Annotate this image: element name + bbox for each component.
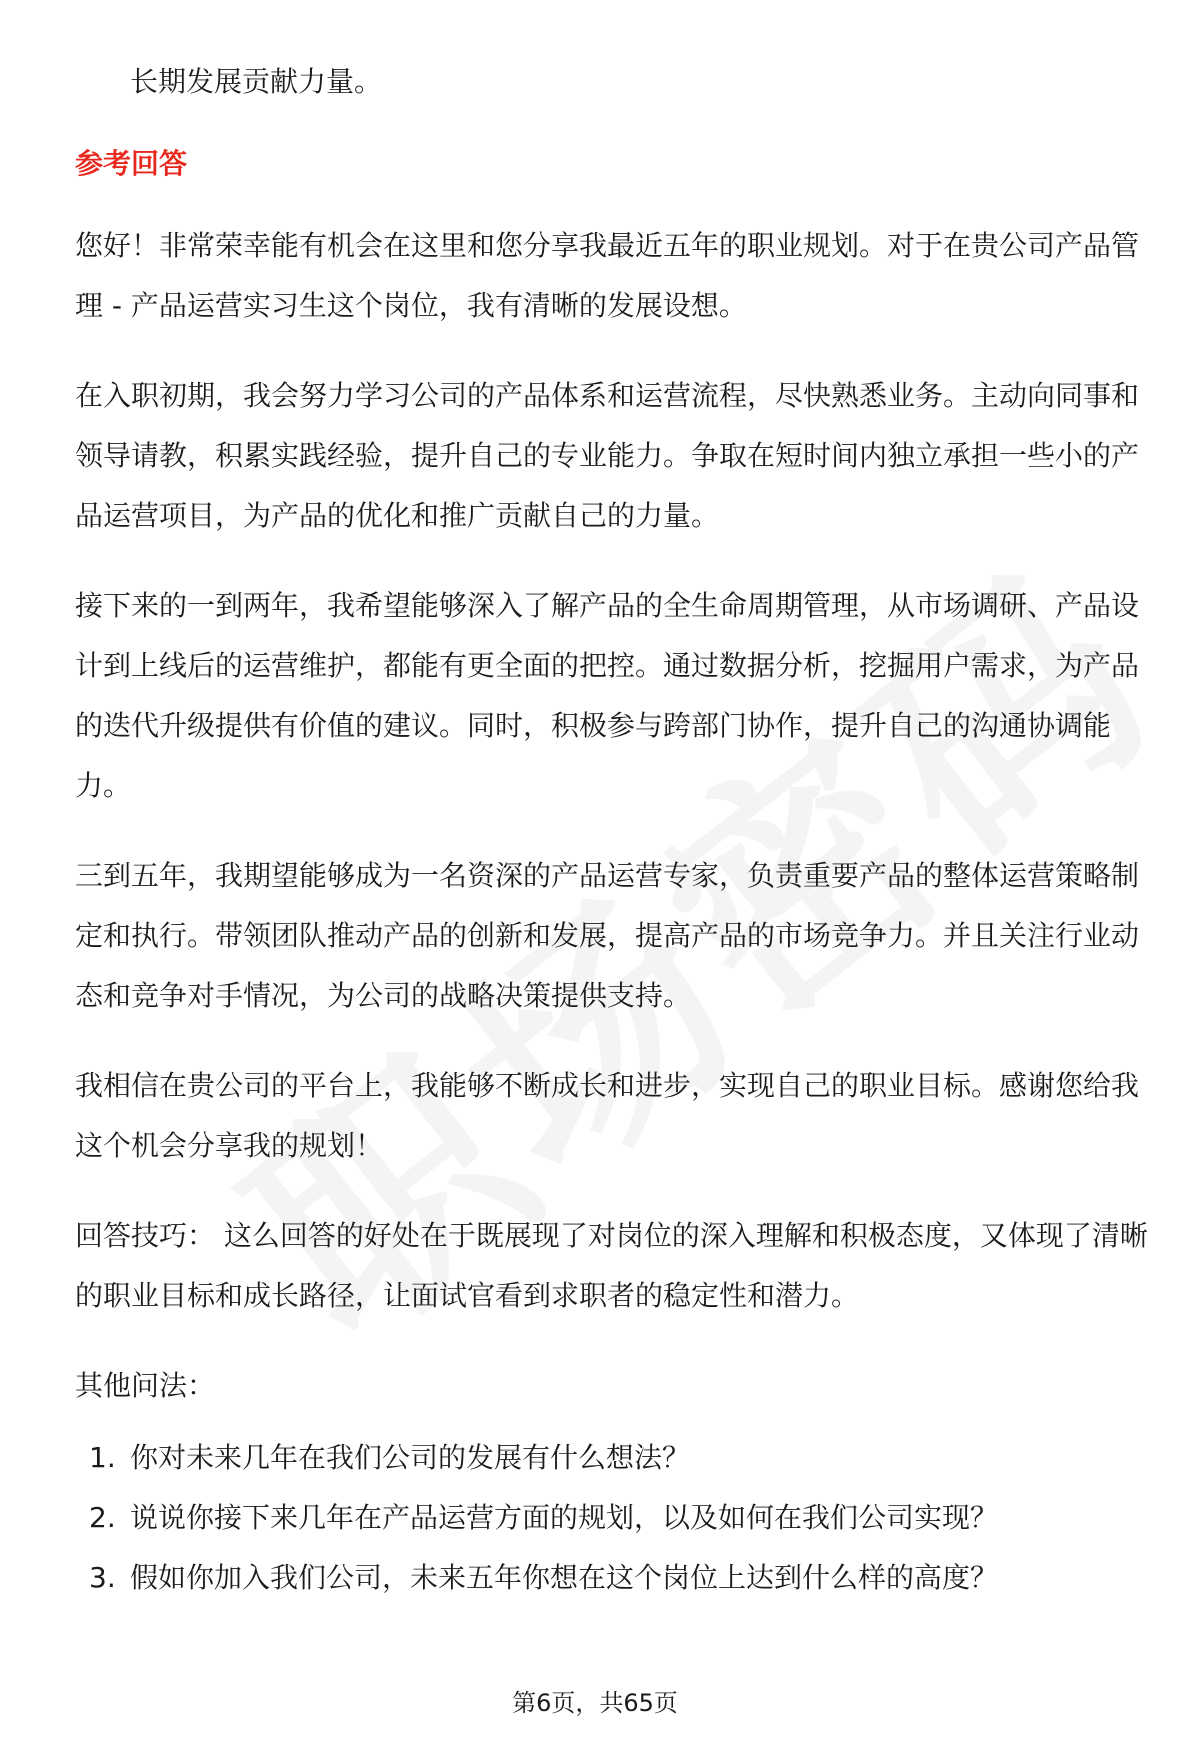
list-item-text: 假如你加入我们公司，未来五年你想在这个岗位上达到什么样的高度？: [130, 1561, 999, 1594]
page-content: [75, 52, 1165, 1608]
list-item: [75, 1548, 1165, 1608]
list-item-number: 3.: [89, 1561, 116, 1594]
paragraph-answer-tips: 回答技巧： 这么回答的好处在于既展现了对岗位的深入理解和积极态度，又体现了清晰的职业目标和成长路径，让面试官看到求职者的稳定性和潜力。: [75, 1219, 1148, 1312]
lead-text: 长期发展贡献力量。: [130, 65, 383, 98]
paragraph-three-five-years: 三到五年，我期望能够成为一名资深的产品运营专家，负责重要产品的整体运营策略制定和执行。带领团队推动产品的创新和发展，提高产品的市场竞争力。并且关注行业动态和竞争对手情况，为公司的战略决策提供支持。: [75, 859, 1140, 1012]
list-item: [75, 1428, 1165, 1488]
section-heading: 参考回答: [75, 147, 188, 180]
paragraph-greeting: 您好！非常荣幸能有机会在这里和您分享我最近五年的职业规划。对于在贵公司产品管理 - 产品运营实习生这个岗位，我有清晰的发展设想。: [75, 229, 1140, 322]
paragraph-closing: 我相信在贵公司的平台上，我能够不断成长和进步，实现自己的职业目标。感谢您给我这个机会分享我的规划！: [75, 1069, 1140, 1162]
other-questions-list: [75, 1428, 1165, 1608]
list-item-number: 1.: [89, 1441, 116, 1474]
list-item: [75, 1488, 1165, 1548]
paragraph-one-two-years: 接下来的一到两年，我希望能够深入了解产品的全生命周期管理，从市场调研、产品设计到上线后的运营维护，都能有更全面的把控。通过数据分析，挖掘用户需求，为产品的迭代升级提供有价值的建议。同时，积极参与跨部门协作，提升自己的沟通协调能力。: [75, 589, 1140, 802]
page-number-footer: 第6页，共65页: [512, 1689, 678, 1717]
list-item-number: 2.: [89, 1501, 116, 1534]
paragraph-early-stage: 在入职初期，我会努力学习公司的产品体系和运营流程，尽快熟悉业务。主动向同事和领导请教，积累实践经验，提升自己的专业能力。争取在短时间内独立承担一些小的产品运营项目，为产品的优化和推广贡献自己的力量。: [75, 379, 1140, 532]
list-item-text: 说说你接下来几年在产品运营方面的规划，以及如何在我们公司实现？: [130, 1501, 999, 1534]
list-item-text: 你对未来几年在我们公司的发展有什么想法？: [130, 1441, 691, 1474]
paragraph-other-questions-label: 其他问法：: [75, 1369, 216, 1402]
